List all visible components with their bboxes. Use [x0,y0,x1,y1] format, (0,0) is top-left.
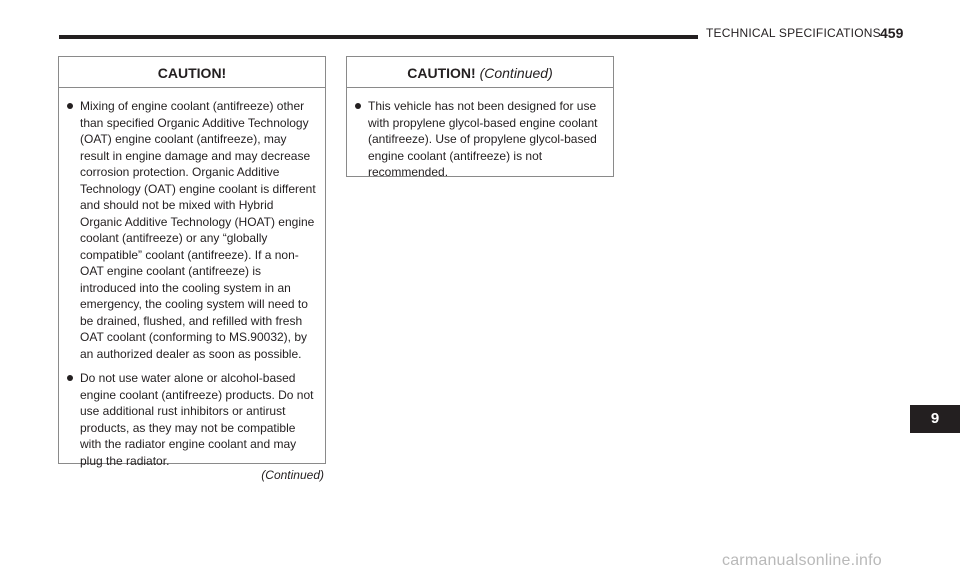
bullet-icon [67,103,73,109]
caution-bullet-item [67,98,317,362]
bullet-icon [67,375,73,381]
caution-body [59,88,325,469]
chapter-tab[interactable]: 9 [910,405,960,433]
header-rule [59,35,698,39]
caution-heading-continued: (Continued) [479,65,553,81]
caution-heading [347,57,613,88]
section-title: TECHNICAL SPECIFICATIONS [706,26,881,40]
caution-bullet-item [67,370,317,469]
caution-body [347,88,613,181]
bullet-icon [355,103,361,109]
caution-bullet-text: This vehicle has not been designed for use with propylene glycol-based engine coolant (antifreeze). Use of propylene glycol-based engine coolant (antifreeze) is not recommended. [368,99,598,179]
continued-note: (Continued) [261,468,324,482]
caution-bullet-item [355,98,605,181]
caution-bullet-text: Mixing of engine coolant (antifreeze) other than specified Organic Additive Technology (OAT) engine coolant (antifreeze), may result in engine damage and may decrease corrosion protection. Organic Additive Technology (OAT) engine coolant is different and should not be mixed with Hybrid Organic Additive Technology (HOAT) engine coolant (antifreeze) or any “globally compatible” coolant (antifreeze). If a non-OAT engine coolant (antifreeze) is introduced into the cooling system in an emergency, the cooling system will need to be drained, flushed, and refilled with fresh OAT coolant (conforming to MS.90032), by an authorized dealer as soon as possible. [80,99,316,361]
caution-box-right [346,56,614,177]
caution-bullet-text: Do not use water alone or alcohol-based engine coolant (antifreeze) products. Do not use additional rust inhibitors or antirust products, as they may not be compatible with the radiator engine coolant and may plug the radiator. [80,371,314,468]
caution-heading [59,57,325,88]
page-number: 459 [880,25,904,41]
caution-box-left [58,56,326,468]
watermark: carmanualsonline.info [722,552,882,569]
caution-heading-text: CAUTION! [407,65,476,81]
caution-heading-text: CAUTION! [157,65,227,81]
